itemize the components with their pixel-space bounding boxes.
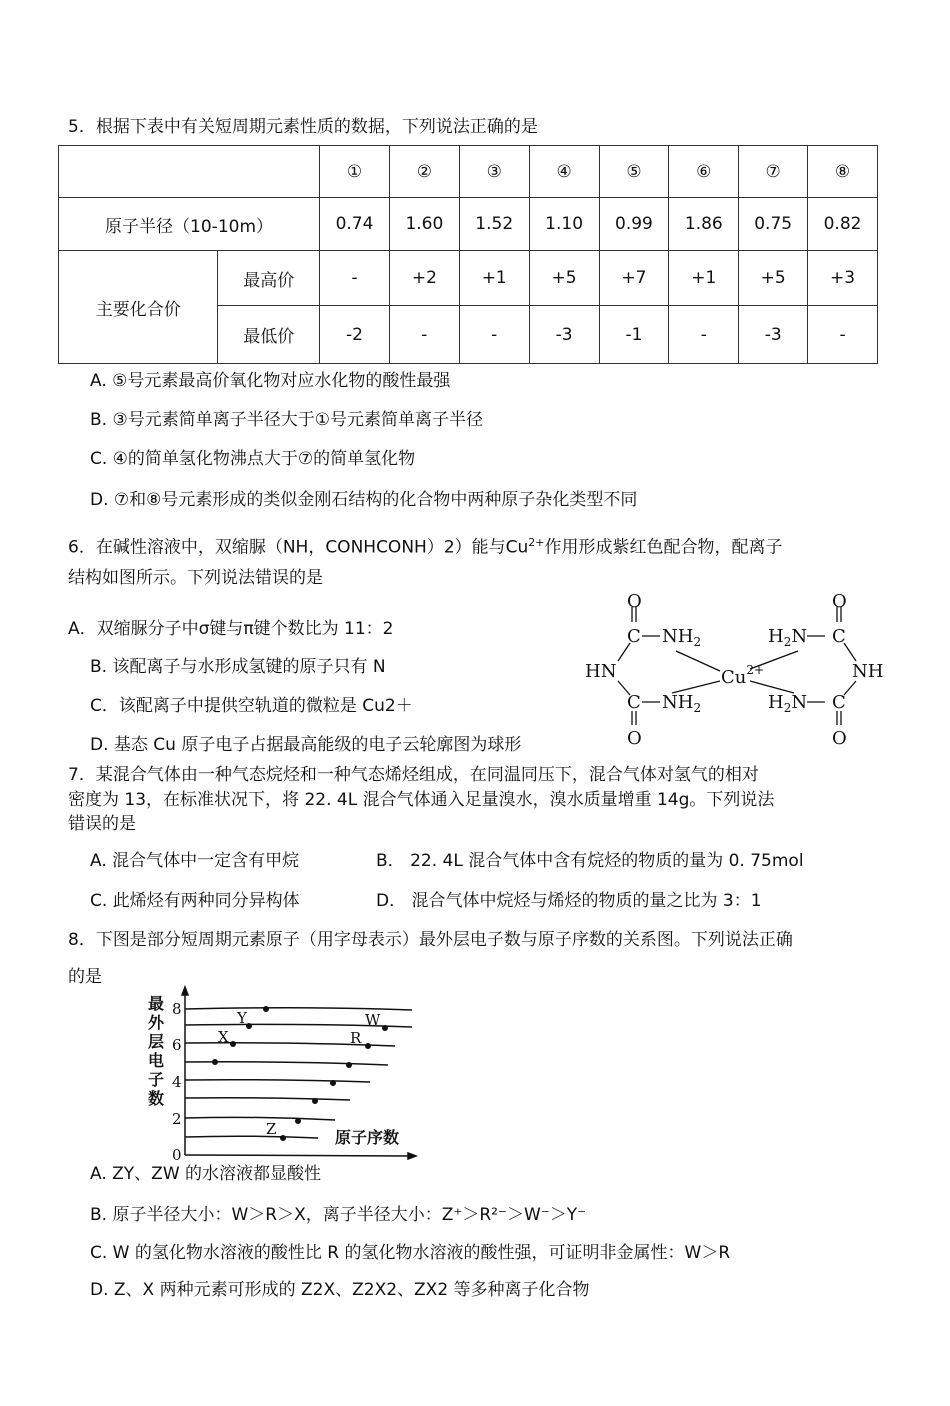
point bbox=[295, 1118, 301, 1124]
cell: 0.75 bbox=[739, 198, 808, 251]
point bbox=[263, 1006, 269, 1012]
highest-label: 最高价 bbox=[218, 251, 320, 306]
atom-c: C bbox=[627, 626, 641, 647]
q5-option-d: D. ⑦和⑧号元素形成的类似金刚石结构的化合物中两种原子杂化类型不同 bbox=[90, 490, 638, 510]
electron-chart bbox=[140, 985, 430, 1165]
q7-option-d: D． 混合气体中烷烃与烯烃的物质的量之比为 3：1 bbox=[376, 891, 762, 911]
y-tick: 2 bbox=[172, 1110, 182, 1128]
cell: +1 bbox=[669, 251, 739, 306]
q7-line: 错误的是 bbox=[68, 814, 136, 834]
cell: - bbox=[320, 251, 390, 306]
cell: - bbox=[389, 306, 459, 364]
point-z bbox=[280, 1135, 286, 1141]
level-line bbox=[185, 1080, 370, 1082]
q7-option-a: A. 混合气体中一定含有甲烷 bbox=[90, 851, 300, 871]
cell: +2 bbox=[389, 251, 459, 306]
y-axis-arrow bbox=[182, 987, 188, 995]
q7-option-b: B． 22. 4L 混合气体中含有烷烃的物质的量为 0. 75mol bbox=[376, 851, 804, 871]
cell: 0.74 bbox=[320, 198, 390, 251]
y-tick: 6 bbox=[172, 1036, 182, 1054]
cell: +7 bbox=[599, 251, 669, 306]
header-cell: ④ bbox=[529, 146, 599, 198]
point-w bbox=[382, 1025, 388, 1031]
cell: -2 bbox=[320, 306, 390, 364]
atom-c: C bbox=[832, 692, 846, 713]
y-label-char: 外 bbox=[148, 1013, 165, 1032]
valence-label: 主要化合价 bbox=[59, 251, 218, 364]
cell: 1.52 bbox=[459, 198, 529, 251]
cell: -3 bbox=[739, 306, 808, 364]
q5-option-b: B. ③号元素简单离子半径大于①号元素简单离子半径 bbox=[90, 410, 483, 430]
atom-o: O bbox=[832, 728, 847, 749]
atom-c: C bbox=[832, 626, 846, 647]
q5-title: 5．根据下表中有关短周期元素性质的数据，下列说法正确的是 bbox=[68, 117, 538, 137]
q8-option-a: A. ZY、ZW 的水溶液都显酸性 bbox=[90, 1164, 322, 1184]
cell: 1.86 bbox=[669, 198, 739, 251]
cell: 1.10 bbox=[529, 198, 599, 251]
point-x bbox=[230, 1041, 236, 1047]
point bbox=[346, 1062, 352, 1068]
q8-option-d: D. Z、X 两种元素可形成的 Z2X、Z2X2、ZX2 等多种离子化合物 bbox=[90, 1280, 590, 1300]
q5-option-c: C. ④的简单氢化物沸点大于⑦的简单氢化物 bbox=[90, 449, 416, 469]
header-cell: ⑦ bbox=[739, 146, 808, 198]
point-r bbox=[365, 1043, 371, 1049]
atom-nh2: $NH_2$ bbox=[662, 626, 702, 649]
point bbox=[330, 1080, 336, 1086]
level-line bbox=[185, 1136, 318, 1138]
atom-h2n: $H_2N$ bbox=[768, 626, 808, 649]
level-line bbox=[185, 1008, 412, 1010]
q7-line: 密度为 13，在标准状况下，将 22. 4L 混合气体通入足量溴水，溴水质量增重 14g。下列说法 bbox=[68, 790, 775, 810]
q7-line: 7．某混合气体由一种气态烷烃和一种气态烯烃组成，在同温同压下，混合气体对氢气的相对 bbox=[68, 765, 759, 785]
cell: - bbox=[808, 306, 878, 364]
label-w: W bbox=[365, 1011, 381, 1029]
q6-title bbox=[68, 532, 783, 559]
point bbox=[212, 1059, 218, 1065]
q6-option-d: D. 基态 Cu 原子电子占据最高能级的电子云轮廓图为球形 bbox=[90, 735, 522, 755]
q8-option-b: B. 原子半径大小：W＞R＞X，离子半径大小：Z⁺＞R²⁻＞W⁻＞Y⁻ bbox=[90, 1205, 587, 1225]
atom-o: O bbox=[832, 591, 847, 612]
y-label-char: 最 bbox=[148, 994, 165, 1013]
q5-option-a: A. ⑤号元素最高价氧化物对应水化物的酸性最强 bbox=[90, 371, 451, 391]
cell: +5 bbox=[529, 251, 599, 306]
label-x: X bbox=[218, 1028, 229, 1046]
atom-c: C bbox=[627, 692, 641, 713]
q6-title-sup: 2+ bbox=[528, 536, 545, 549]
q7-option-c: C. 此烯烃有两种同分异构体 bbox=[90, 891, 300, 911]
radius-label: 原子半径（10-10m） bbox=[59, 198, 320, 251]
table-header-row bbox=[59, 146, 878, 198]
q6-title-line2: 结构如图所示。下列说法错误的是 bbox=[68, 568, 323, 588]
label-z: Z bbox=[266, 1120, 277, 1138]
header-cell: ⑤ bbox=[599, 146, 669, 198]
y-label-char: 电 bbox=[148, 1051, 165, 1070]
point bbox=[312, 1098, 318, 1104]
q6-title-a: 6．在碱性溶液中，双缩脲（NH，CONHCONH）2）能与Cu bbox=[68, 537, 529, 558]
x-label: 原子序数 bbox=[335, 1128, 400, 1147]
y-label-char: 数 bbox=[148, 1089, 165, 1108]
x-axis-arrow bbox=[408, 1153, 416, 1159]
q6-option-a: A．双缩脲分子中σ键与π键个数比为 11：2 bbox=[68, 619, 394, 639]
cell: 0.82 bbox=[808, 198, 878, 251]
label-y: Y bbox=[237, 1009, 247, 1027]
y-tick: 4 bbox=[172, 1073, 182, 1091]
y-label-char: 子 bbox=[148, 1070, 165, 1089]
bonds bbox=[618, 607, 856, 725]
element-table bbox=[58, 145, 878, 364]
y-tick: 8 bbox=[172, 1000, 182, 1018]
x-axis bbox=[185, 1155, 412, 1156]
q6-option-b: B. 该配离子与水形成氢键的原子只有 N bbox=[90, 657, 386, 677]
y-tick: 0 bbox=[172, 1146, 182, 1164]
cell: +5 bbox=[739, 251, 808, 306]
level-line bbox=[185, 1117, 335, 1120]
cell: 1.60 bbox=[389, 198, 459, 251]
atom-cu: $Cu^{2+}$ bbox=[721, 663, 765, 688]
level-line bbox=[185, 1043, 395, 1046]
table-row bbox=[59, 251, 878, 306]
atom-nh2: $NH_2$ bbox=[662, 692, 702, 715]
lowest-label: 最低价 bbox=[218, 306, 320, 364]
cell: 0.99 bbox=[599, 198, 669, 251]
q6-title-b: 作用形成紫红色配合物，配离子 bbox=[544, 537, 783, 558]
cell: - bbox=[669, 306, 739, 364]
cell: +3 bbox=[808, 251, 878, 306]
q8-line: 的是 bbox=[68, 967, 102, 987]
atom-o: O bbox=[627, 728, 642, 749]
header-cell: ② bbox=[389, 146, 459, 198]
atom-o: O bbox=[627, 591, 642, 612]
cell: -3 bbox=[529, 306, 599, 364]
atom-h2n: $H_2N$ bbox=[768, 692, 808, 715]
header-cell: ③ bbox=[459, 146, 529, 198]
header-cell: ① bbox=[320, 146, 390, 198]
header-cell: ⑥ bbox=[669, 146, 739, 198]
q6-option-c: C．该配离子中提供空轨道的微粒是 Cu2＋ bbox=[90, 696, 413, 716]
table-row bbox=[59, 198, 878, 251]
header-cell: ⑧ bbox=[808, 146, 878, 198]
atom-hn: HN bbox=[585, 661, 617, 682]
q8-option-c: C. W 的氢化物水溶液的酸性比 R 的氢化物水溶液的酸性强，可证明非金属性：W＞R bbox=[90, 1243, 731, 1263]
q8-line: 8．下图是部分短周期元素原子（用字母表示）最外层电子数与原子序数的关系图。下列说法正确 bbox=[68, 930, 793, 950]
empty-header-cell bbox=[59, 146, 320, 198]
cell: -1 bbox=[599, 306, 669, 364]
label-r: R bbox=[350, 1029, 362, 1047]
cell: +1 bbox=[459, 251, 529, 306]
y-label-char: 层 bbox=[148, 1032, 165, 1051]
complex-ion-structure bbox=[580, 585, 890, 755]
level-line bbox=[185, 1098, 350, 1100]
cell: - bbox=[459, 306, 529, 364]
atom-nh: NH bbox=[852, 661, 884, 682]
